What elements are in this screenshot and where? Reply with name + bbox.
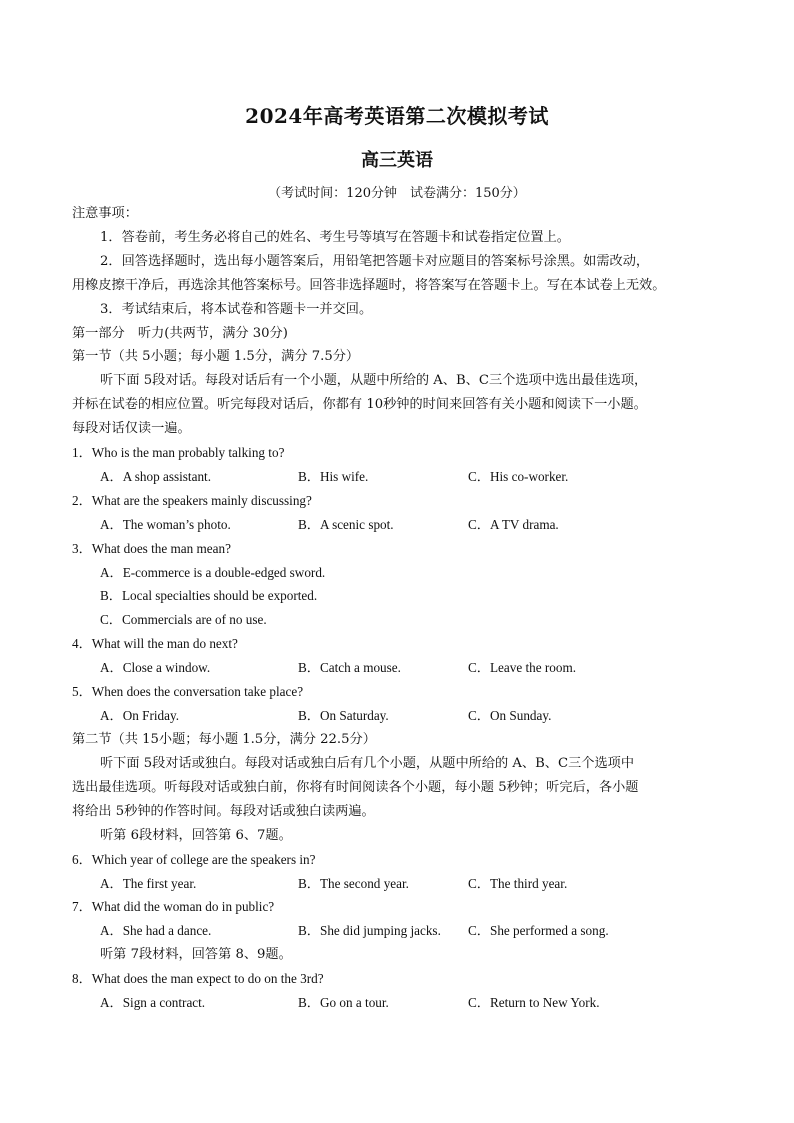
option-c: C．On Sunday. (468, 708, 552, 723)
option-a: A．A shop assistant. (100, 469, 211, 484)
option-c: C．The third year. (468, 876, 568, 891)
option-c: C．His co-worker. (468, 469, 569, 484)
option-b: B．His wife. (298, 469, 369, 484)
option-b: B．The second year. (298, 876, 409, 891)
section2-instructions-3: 将给出 5秒钟的作答时间。每段对话或独白读两遍。 (72, 804, 375, 819)
section2-instructions-2: 选出最佳选项。听每段对话或独白前，你将有时间阅读各个小题，每小题 5秒钟；听完后，各小题 (72, 780, 639, 795)
section1-heading: 第一节（共 5小题；每小题 1.5分，满分 7.5分） (72, 349, 360, 364)
note-2-line-1: 2．回答选择题时，选出每小题答案后，用铅笔把答题卡对应题目的答案标号涂黑。如需改动， (100, 254, 650, 269)
section2-instructions-1: 听下面 5段对话或独白。每段对话或独白后有几个小题，从题中所给的 A、B、C三个选项中 (100, 756, 635, 771)
option-b: B．She did jumping jacks. (298, 923, 441, 938)
note-1: 1．答卷前，考生务必将自己的姓名、考生号等填写在答题卡和试卷指定位置上。 (100, 230, 570, 245)
option-a: A．She had a dance. (100, 923, 212, 938)
exam-title: 2024年高考英语第二次模拟考试 (245, 104, 549, 128)
question-stem: 6．Which year of college are the speakers in? (72, 852, 316, 867)
exam-info: （考试时间：120分钟 试卷满分：150分） (268, 186, 526, 201)
question-stem: 3．What does the man mean? (72, 541, 231, 556)
part1-heading: 第一部分 听力(共两节，满分 30分) (72, 326, 288, 341)
option-a: A．The woman’s photo. (100, 517, 231, 532)
material-6-note: 听第 6段材料，回答第 6、7题。 (100, 828, 292, 843)
section1-instructions-3: 每段对话仅读一遍。 (72, 421, 191, 436)
option-b: B．A scenic spot. (298, 517, 394, 532)
option-c: C．Leave the room. (468, 660, 577, 675)
question-stem: 4．What will the man do next? (72, 636, 238, 651)
section2-heading: 第二节（共 15小题；每小题 1.5分，满分 22.5分） (72, 732, 376, 747)
option-c: C．Commercials are of no use. (100, 612, 267, 627)
option-c: C．She performed a song. (468, 923, 609, 938)
note-2-line-2: 用橡皮擦干净后，再选涂其他答案标号。回答非选择题时，将答案写在答题卡上。写在本试卷上无效。 (72, 278, 666, 293)
option-a: A．E-commerce is a double-edged sword. (100, 565, 326, 580)
section1-instructions-1: 听下面 5段对话。每段对话后有一个小题，从题中所给的 A、B、C三个选项中选出最佳选项， (100, 373, 648, 388)
question-stem: 2．What are the speakers mainly discussing? (72, 493, 312, 508)
option-b: B．Local specialties should be exported. (100, 588, 318, 603)
option-a: A．Sign a contract. (100, 995, 206, 1010)
option-c: C．Return to New York. (468, 995, 600, 1010)
section1-instructions-2: 并标在试卷的相应位置。听完每段对话后，你都有 10秒钟的时间来回答有关小题和阅读下一小题。 (72, 397, 647, 412)
exam-subtitle: 高三英语 (361, 150, 433, 171)
option-b: B．Go on a tour. (298, 995, 389, 1010)
question-stem: 8．What does the man expect to do on the 3rd? (72, 971, 324, 986)
option-a: A．On Friday. (100, 708, 179, 723)
option-c: C．A TV drama. (468, 517, 559, 532)
material-7-note: 听第 7段材料，回答第 8、9题。 (100, 947, 292, 962)
option-b: B．Catch a mouse. (298, 660, 401, 675)
question-stem: 5．When does the conversation take place? (72, 684, 304, 699)
option-b: B．On Saturday. (298, 708, 389, 723)
option-a: A．Close a window. (100, 660, 211, 675)
question-stem: 7．What did the woman do in public? (72, 899, 275, 914)
notes-heading: 注意事项： (72, 206, 138, 221)
question-stem: 1．Who is the man probably talking to? (72, 445, 285, 460)
note-3: 3．考试结束后，将本试卷和答题卡一并交回。 (100, 302, 373, 317)
option-a: A．The first year. (100, 876, 197, 891)
